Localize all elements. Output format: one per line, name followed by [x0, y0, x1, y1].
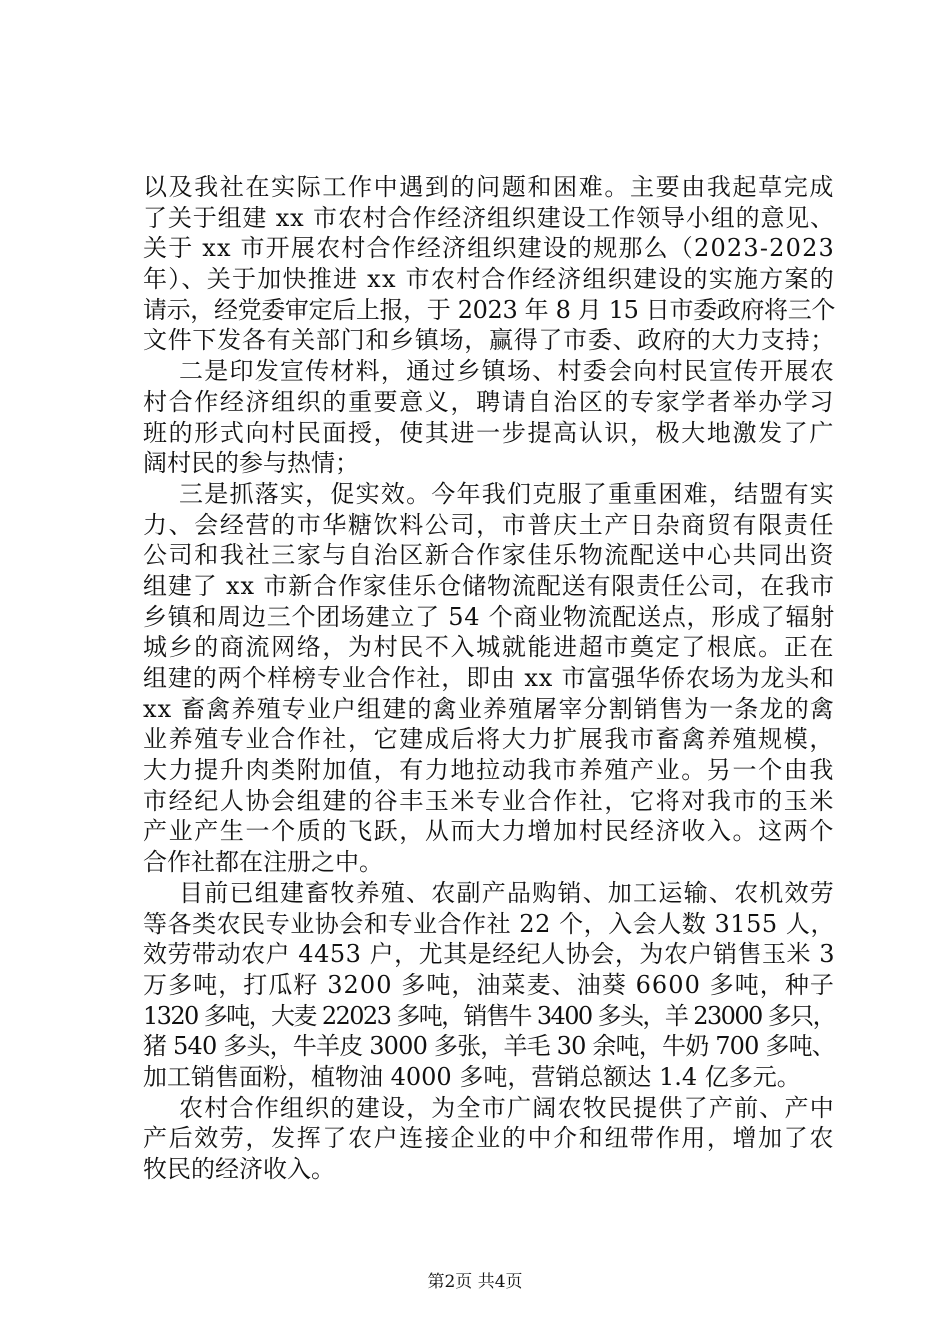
text-line: 目前已组建畜牧养殖、农副产品购销、加工运输、农机效劳 — [179, 878, 835, 907]
text-line: 加工销售面粉，植物油 4000 多吨，营销总额达 1.4 亿多元。 — [143, 1062, 801, 1091]
text-line: 1320 多吨，大麦 22023 多吨，销售牛 3400 多头，羊 23000 多只， — [143, 1001, 835, 1030]
text-line: 三是抓落实，促实效。今年我们克服了重重困难，结盟有实 — [179, 479, 835, 508]
text-line: 大力提升肉类附加值，有力地拉动我市养殖产业。另一个由我 — [143, 756, 835, 785]
text-line: xx 畜禽养殖专业户组建的禽业养殖屠宰分割销售为一条龙的禽 — [143, 694, 835, 723]
document-body — [143, 172, 835, 1185]
text-line: 市经纪人协会组建的谷丰玉米专业合作社，它将对我市的玉米 — [143, 786, 835, 815]
text-line: 班的形式向村民面授，使其进一步提高认识，极大地激发了广 — [143, 418, 835, 447]
text-line: 了关于组建 xx 市农村合作经济组织建设工作领导小组的意见、 — [143, 203, 835, 232]
text-line: 产业产生一个质的飞跃，从而大力增加村民经济收入。这两个 — [143, 817, 835, 846]
text-line: 猪 540 多头，牛羊皮 3000 多张，羊毛 30 余吨，牛奶 700 多吨、 — [143, 1032, 835, 1061]
text-line: 农村合作组织的建设，为全市广阔农牧民提供了产前、产中 — [179, 1093, 835, 1122]
text-line: 请示，经党委审定后上报，于 2023 年 8 月 15 日市委政府将三个 — [143, 295, 835, 324]
text-line: 效劳带动农户 4453 户，尤其是经纪人协会，为农户销售玉米 3 — [143, 940, 835, 969]
text-line: 牧民的经济收入。 — [143, 1155, 335, 1183]
text-line: 业养殖专业合作社，它建成后将大力扩展我市畜禽养殖规模， — [143, 725, 835, 754]
text-line: 等各类农民专业协会和专业合作社 22 个，入会人数 3155 人， — [143, 909, 835, 938]
text-line: 以及我社在实际工作中遇到的问题和困难。主要由我起草完成 — [143, 173, 835, 201]
text-line: 阔村民的参与热情； — [143, 449, 359, 478]
text-line: 文件下发各有关部门和乡镇场，赢得了市委、政府的大力支持； — [143, 326, 835, 355]
paragraph — [143, 172, 835, 356]
text-line: 万多吨，打瓜籽 3200 多吨，油菜麦、油葵 6600 多吨，种子 — [143, 970, 835, 999]
text-line: 力、会经营的市华糖饮料公司，市普庆土产日杂商贸有限责任 — [143, 510, 835, 539]
text-line: 关于 xx 市开展农村合作经济组织建设的规那么（2023-2023 — [143, 234, 835, 263]
text-line: 产后效劳，发挥了农户连接企业的中介和纽带作用，增加了农 — [143, 1124, 835, 1153]
paragraph — [143, 479, 835, 878]
text-line: 年）、关于加快推进 xx 市农村合作经济组织建设的实施方案的 — [143, 265, 835, 294]
paragraph — [143, 356, 835, 479]
text-line: 村合作经济组织的重要意义，聘请自治区的专家学者举办学习 — [143, 387, 835, 416]
paragraph — [143, 878, 835, 1093]
text-line: 组建的两个样榜专业合作社，即由 xx 市富强华侨农场为龙头和 — [143, 664, 835, 692]
text-line: 组建了 xx 市新合作家佳乐仓储物流配送有限责任公司，在我市 — [143, 571, 835, 600]
page-number-label: 第2页 共4页 — [427, 1272, 523, 1292]
text-line: 乡镇和周边三个团场建立了 54 个商业物流配送点，形成了辐射 — [143, 602, 835, 631]
text-line: 公司和我社三家与自治区新合作家佳乐物流配送中心共同出资 — [143, 541, 835, 570]
text-line: 二是印发宣传材料，通过乡镇场、村委会向村民宣传开展农 — [179, 357, 835, 386]
paragraph — [143, 1093, 835, 1185]
text-line: 合作社都在注册之中。 — [143, 848, 383, 877]
page-footer — [0, 1270, 950, 1294]
text-line: 城乡的商流网络，为村民不入城就能进超市奠定了根底。正在 — [143, 633, 835, 662]
